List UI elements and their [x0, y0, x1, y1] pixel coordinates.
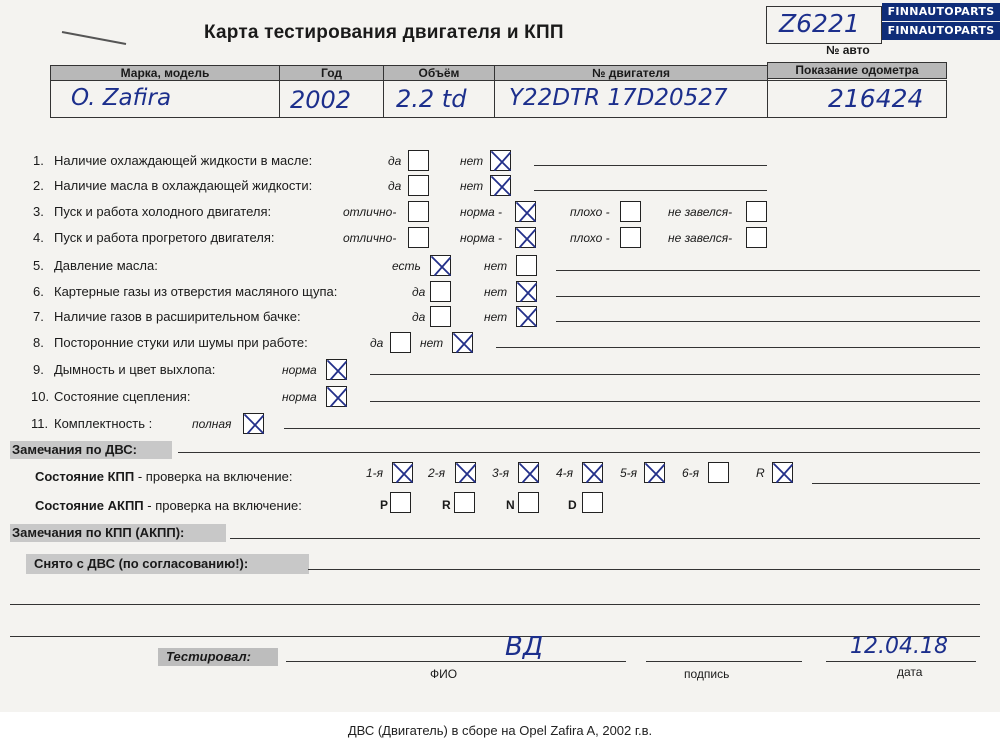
model-header: Марка, модель: [50, 65, 280, 81]
question-text: Пуск и работа прогретого двигателя:: [54, 230, 275, 245]
manual-gearbox-label: Состояние КПП: [35, 469, 135, 484]
question-text: Наличие газов в расширительном бачке:: [54, 309, 301, 324]
fio-label: ФИО: [430, 667, 458, 681]
volume-value: 2.2 td: [396, 85, 467, 113]
question-text: Картерные газы из отверстия масляного щупа:: [54, 284, 338, 299]
gear-label: 5-я: [620, 466, 638, 480]
auto-gear-checkbox[interactable]: [390, 492, 411, 513]
question-number: 1.: [33, 153, 44, 168]
option-label: нет: [420, 336, 444, 350]
auto-gear-label: D: [568, 498, 577, 512]
odometer-value: 216424: [828, 84, 924, 113]
watermark-line-1: FINNAUTOPARTS: [882, 3, 1000, 21]
question-number: 3.: [33, 204, 44, 219]
gear-checkbox[interactable]: [582, 462, 603, 483]
option-label: нет: [484, 310, 508, 324]
option-label: да: [388, 154, 402, 168]
gear-label: 3-я: [492, 466, 510, 480]
question-number: 8.: [33, 335, 44, 350]
date-value: 12.04.18: [850, 634, 948, 659]
question-answer-line: [370, 374, 980, 375]
question-number: 10.: [31, 389, 50, 404]
auto-gear-checkbox[interactable]: [518, 492, 539, 513]
option-checkbox[interactable]: [746, 227, 767, 248]
option-label: плохо -: [570, 231, 610, 245]
odometer-header: Показание одометра: [767, 62, 947, 79]
option-checkbox[interactable]: [746, 201, 767, 222]
auto-gear-label: R: [442, 498, 451, 512]
year-value: 2002: [290, 86, 352, 114]
option-label: плохо -: [570, 205, 610, 219]
option-label: норма: [282, 390, 317, 404]
fio-line: [286, 661, 626, 662]
manual-gearbox-row: [35, 469, 292, 484]
option-checkbox[interactable]: [408, 175, 429, 196]
option-checkbox[interactable]: [516, 306, 537, 327]
option-checkbox[interactable]: [408, 201, 429, 222]
option-checkbox[interactable]: [490, 175, 511, 196]
question-answer-line: [556, 270, 980, 271]
date-label: дата: [897, 665, 923, 679]
model-value: O. Zafira: [71, 85, 172, 111]
question-number: 5.: [33, 258, 44, 273]
auto-gearbox-row: [35, 498, 302, 513]
option-checkbox[interactable]: [515, 227, 536, 248]
engine-number-value: Y22DTR 17D20527: [509, 85, 728, 111]
signature-label: подпись: [684, 667, 730, 681]
option-label: нет: [484, 259, 508, 273]
option-label: нет: [460, 179, 484, 193]
option-checkbox[interactable]: [515, 201, 536, 222]
gear-checkbox[interactable]: [708, 462, 729, 483]
auto-gear-checkbox[interactable]: [454, 492, 475, 513]
gearbox-remarks-label: Замечания по КПП (АКПП):: [10, 524, 226, 542]
option-checkbox[interactable]: [430, 306, 451, 327]
year-header: Год: [279, 65, 384, 81]
signature-line: [646, 661, 802, 662]
question-text: Состояние сцепления:: [54, 389, 191, 404]
option-checkbox[interactable]: [390, 332, 411, 353]
question-answer-line: [556, 321, 980, 322]
option-label: не завелся-: [668, 205, 733, 219]
question-text: Давление масла:: [54, 258, 158, 273]
gear-label: 4-я: [556, 466, 574, 480]
question-text: Дымность и цвет выхлопа:: [54, 362, 216, 377]
gear-checkbox[interactable]: [455, 462, 476, 483]
question-text: Пуск и работа холодного двигателя:: [54, 204, 272, 219]
option-checkbox[interactable]: [516, 255, 537, 276]
engine-number-header: № двигателя: [494, 65, 768, 81]
option-label: да: [388, 179, 402, 193]
question-text: Наличие масла в охлаждающей жидкости:: [54, 178, 313, 193]
option-checkbox[interactable]: [620, 201, 641, 222]
photo-caption: ДВС (Двигатель) в сборе на Opel Zafira A, 2002 г.в.: [347, 723, 653, 738]
option-checkbox[interactable]: [490, 150, 511, 171]
question-number: 7.: [33, 309, 44, 324]
option-label: да: [412, 310, 426, 324]
option-checkbox[interactable]: [408, 227, 429, 248]
engine-remarks-label: Замечания по ДВС:: [10, 441, 172, 459]
question-answer-line: [370, 401, 980, 402]
option-label: полная: [192, 417, 232, 431]
gear-checkbox[interactable]: [392, 462, 413, 483]
option-label: норма: [282, 363, 317, 377]
auto-number-label: № авто: [826, 43, 870, 57]
question-answer-line: [556, 296, 980, 297]
question-text: Комплектность :: [54, 416, 153, 431]
option-label: да: [370, 336, 384, 350]
gear-label: 1-я: [366, 466, 384, 480]
watermark-line-2: FINNAUTOPARTS: [882, 22, 1000, 40]
gear-checkbox[interactable]: [644, 462, 665, 483]
option-label: норма -: [460, 205, 503, 219]
auto-gearbox-suffix: - проверка на включение:: [143, 498, 302, 513]
tested-label: Тестировал:: [158, 648, 278, 666]
manual-gearbox-line: [812, 483, 980, 484]
gearbox-remarks-line: [230, 538, 980, 539]
card-title: Карта тестирования двигателя и КПП: [204, 22, 564, 43]
auto-gearbox-label: Состояние АКПП: [35, 498, 144, 513]
option-checkbox[interactable]: [326, 386, 347, 407]
year-cell: [279, 80, 384, 118]
question-text: Наличие охлаждающей жидкости в масле:: [54, 153, 313, 168]
option-checkbox[interactable]: [243, 413, 264, 434]
question-number: 9.: [33, 362, 44, 377]
question-number: 6.: [33, 284, 44, 299]
option-checkbox[interactable]: [326, 359, 347, 380]
volume-header: Объём: [383, 65, 495, 81]
question-number: 2.: [33, 178, 44, 193]
option-checkbox[interactable]: [516, 281, 537, 302]
gear-label: 2-я: [428, 466, 446, 480]
option-label: отлично-: [343, 231, 397, 245]
engine-number-cell: [494, 80, 768, 118]
auto-gear-label: P: [380, 498, 389, 512]
question-answer-line: [284, 428, 980, 429]
option-label: норма -: [460, 231, 503, 245]
gear-label: 6-я: [682, 466, 700, 480]
option-checkbox[interactable]: [430, 255, 451, 276]
tester-name: ВД: [505, 632, 544, 662]
option-checkbox[interactable]: [452, 332, 473, 353]
auto-gear-checkbox[interactable]: [582, 492, 603, 513]
gear-checkbox[interactable]: [772, 462, 793, 483]
option-label: не завелся-: [668, 231, 733, 245]
question-number: 4.: [33, 230, 44, 245]
question-answer-line: [534, 190, 767, 191]
auto-number-value: Z6221: [779, 9, 860, 38]
model-cell: [50, 80, 280, 118]
auto-gear-label: N: [506, 498, 515, 512]
question-answer-line: [534, 165, 767, 166]
option-checkbox[interactable]: [430, 281, 451, 302]
option-label: нет: [484, 285, 508, 299]
option-label: есть: [392, 259, 421, 273]
option-label: отлично-: [343, 205, 397, 219]
auto-number-box: [766, 6, 882, 44]
option-label: нет: [460, 154, 484, 168]
option-label: да: [412, 285, 426, 299]
date-line: [826, 661, 976, 662]
volume-cell: [383, 80, 495, 118]
question-text: Посторонние стуки или шумы при работе:: [54, 335, 308, 350]
removed-line-3: [10, 636, 980, 637]
question-number: 11.: [31, 416, 49, 431]
manual-gearbox-suffix: - проверка на включение:: [134, 469, 293, 484]
option-checkbox[interactable]: [620, 227, 641, 248]
engine-remarks-line: [178, 452, 980, 453]
pen-mark: [60, 28, 130, 48]
removed-label: Снято с ДВС (по согласованию!):: [26, 554, 309, 574]
removed-line-2: [10, 604, 980, 605]
gear-label: R: [756, 466, 765, 480]
option-checkbox[interactable]: [408, 150, 429, 171]
removed-line-1: [308, 569, 980, 570]
gear-checkbox[interactable]: [518, 462, 539, 483]
question-answer-line: [496, 347, 980, 348]
odometer-cell: [767, 80, 947, 118]
